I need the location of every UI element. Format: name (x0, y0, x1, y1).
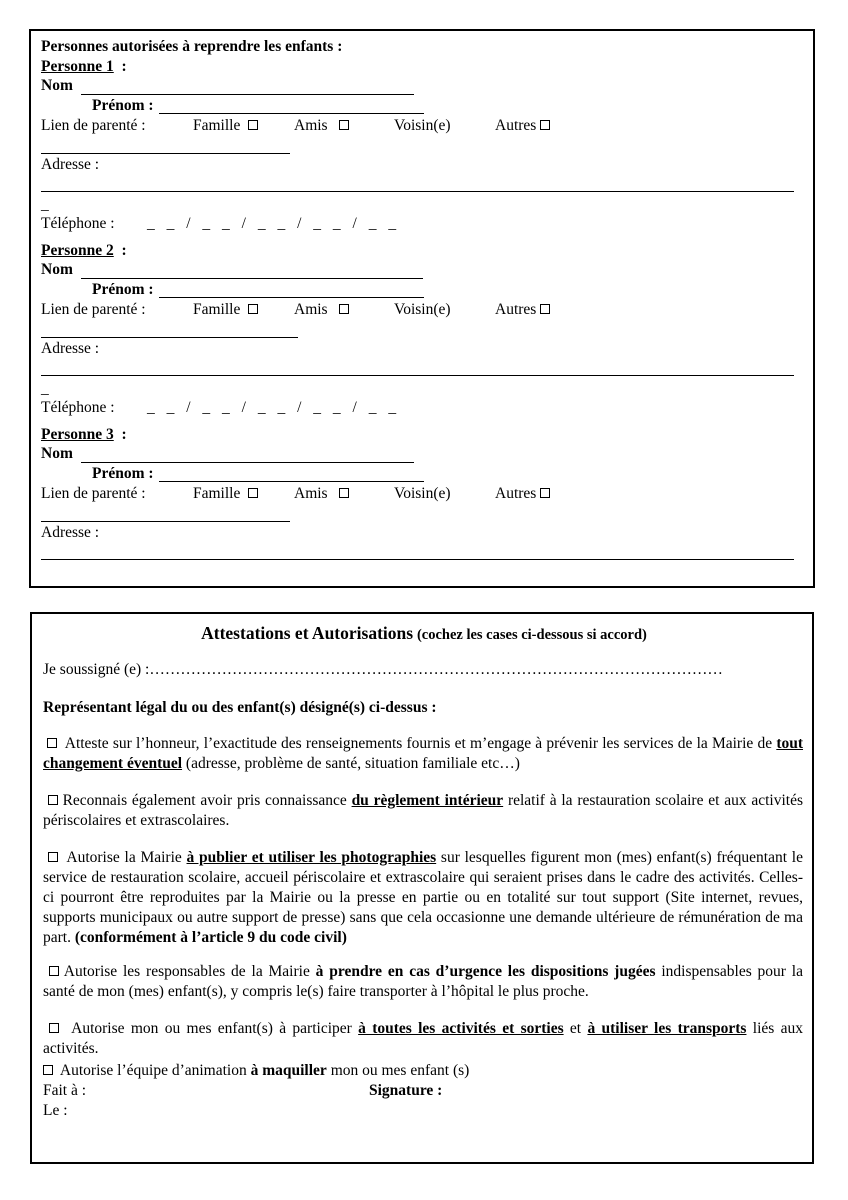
checkbox-icon[interactable] (540, 120, 550, 130)
person-3-heading: Personne 3 : (41, 426, 127, 443)
checkbox-icon[interactable] (339, 120, 349, 130)
person-3-lien-label: Lien de parenté : (41, 485, 146, 502)
checkbox-icon[interactable] (248, 304, 258, 314)
section-title: Personnes autorisées à reprendre les enfants : (41, 38, 343, 55)
person-3-opt-amis[interactable]: Amis (294, 485, 349, 503)
checkbox-icon[interactable] (339, 488, 349, 498)
person-1-adresse-field[interactable] (41, 191, 794, 192)
person-2-heading: Personne 2 : (41, 242, 127, 259)
person-3-opt-voisin: Voisin(e) (394, 485, 451, 502)
soussigne-field[interactable]: Je soussigné (e) :………………………………………………………………………………………………… (43, 661, 723, 678)
person-2-opt-autres[interactable]: Autres (495, 301, 550, 319)
fait-a-label: Fait à : (43, 1082, 87, 1099)
person-2-tel-label: Téléphone : (41, 399, 115, 416)
person-1-heading: Personne 1 : (41, 58, 127, 75)
person-2-adresse-label: Adresse : (41, 340, 100, 357)
stray-underscore: _ (41, 380, 49, 397)
person-1-nom-field[interactable] (81, 94, 414, 95)
attestation-3: Autorise la Mairie à publier et utiliser les photographies sur lesquelles figurent mon (mes) enfant(s) fréquentant le service de restauration scolaire, accueil périscolaire et extrascolaire qui seraient prises dans le cadre des activités. Celles-ci pourront être reproduites par la Mairie ou la presse en partie ou en totalité sur tout support (Site internet, revues, supports municipaux ou autre support de presse) sans que cela occasionne une demande ultérieure de rémunération de ma part. (conformément à l’article 9 du code civil) (43, 849, 803, 946)
person-3-prenom-field[interactable] (159, 481, 424, 482)
checkbox-icon[interactable] (540, 304, 550, 314)
person-1-prenom-label: Prénom : (92, 97, 154, 114)
attestation-2: Reconnais également avoir pris connaissance du règlement intérieur relatif à la restauration scolaire et aux activités périscolaires et extrascolaires. (43, 792, 804, 829)
person-1-prenom-field[interactable] (159, 113, 424, 114)
person-2-nom-field[interactable] (81, 278, 423, 279)
checkbox-icon[interactable] (339, 304, 349, 314)
person-2-adresse-field[interactable] (41, 375, 794, 376)
checkbox-icon[interactable] (48, 795, 58, 805)
checkbox-icon[interactable] (540, 488, 550, 498)
person-1-blank-line (41, 153, 290, 154)
person-1-nom-label: Nom (41, 77, 73, 94)
checkbox-icon[interactable] (49, 966, 59, 976)
attestation-4: Autorise les responsables de la Mairie à prendre en cas d’urgence les dispositions jugées indispensables pour la santé de mon (mes) enfant(s), y compris le(s) faire transporter à l’hôpital le plus proche. (43, 963, 803, 1000)
person-2-nom-label: Nom (41, 261, 73, 278)
person-1-adresse-label: Adresse : (41, 156, 100, 173)
person-2-opt-voisin: Voisin(e) (394, 301, 451, 318)
person-3-blank-line (41, 521, 290, 522)
person-2-opt-famille[interactable]: Famille (193, 301, 258, 319)
person-1-opt-voisin: Voisin(e) (394, 117, 451, 134)
person-2-lien-label: Lien de parenté : (41, 301, 146, 318)
date-label: Le : (43, 1102, 68, 1119)
person-1-opt-amis[interactable]: Amis (294, 117, 349, 135)
person-1-tel-field[interactable]: _ _ / _ _ / _ _ / _ _ / _ _ (147, 215, 398, 232)
person-1-opt-autres[interactable]: Autres (495, 117, 550, 135)
person-2-tel-field[interactable]: _ _ / _ _ / _ _ / _ _ / _ _ (147, 399, 398, 416)
person-2-prenom-field[interactable] (159, 297, 424, 298)
person-3-adresse-field[interactable] (41, 559, 794, 560)
person-1-tel-label: Téléphone : (41, 215, 115, 232)
person-3-adresse-label: Adresse : (41, 524, 100, 541)
person-3-opt-autres[interactable]: Autres (495, 485, 550, 503)
person-3-prenom-label: Prénom : (92, 465, 154, 482)
person-2-blank-line (41, 337, 298, 338)
checkbox-icon[interactable] (49, 1023, 59, 1033)
checkbox-icon[interactable] (48, 852, 58, 862)
person-1-lien-label: Lien de parenté : (41, 117, 146, 134)
attestation-5: Autorise mon ou mes enfant(s) à participer à toutes les activités et sorties et à utiliser les transports liés aux activités. (43, 1020, 804, 1057)
person-3-opt-famille[interactable]: Famille (193, 485, 258, 503)
person-2-opt-amis[interactable]: Amis (294, 301, 349, 319)
checkbox-icon[interactable] (248, 120, 258, 130)
representant-heading: Représentant légal du ou des enfant(s) désigné(s) ci-dessus : (43, 699, 437, 716)
person-2-prenom-label: Prénom : (92, 281, 154, 298)
person-1-opt-famille[interactable]: Famille (193, 117, 258, 135)
stray-underscore: _ (41, 196, 49, 213)
person-3-nom-label: Nom (41, 445, 73, 462)
checkbox-icon[interactable] (43, 1065, 53, 1075)
checkbox-icon[interactable] (47, 738, 57, 748)
person-3-nom-field[interactable] (81, 462, 414, 463)
checkbox-icon[interactable] (248, 488, 258, 498)
attestations-title: Attestations et Autorisations (cochez les cases ci-dessous si accord) (201, 623, 647, 643)
attestation-1: Atteste sur l’honneur, l’exactitude des renseignements fournis et m’engage à prévenir les services de la Mairie de tout changement éventuel (adresse, problème de santé, situation familiale etc…) (43, 735, 804, 772)
signature-label: Signature : (369, 1082, 443, 1099)
attestation-6: Autorise l’équipe d’animation à maquiller mon ou mes enfant (s) (43, 1062, 469, 1080)
